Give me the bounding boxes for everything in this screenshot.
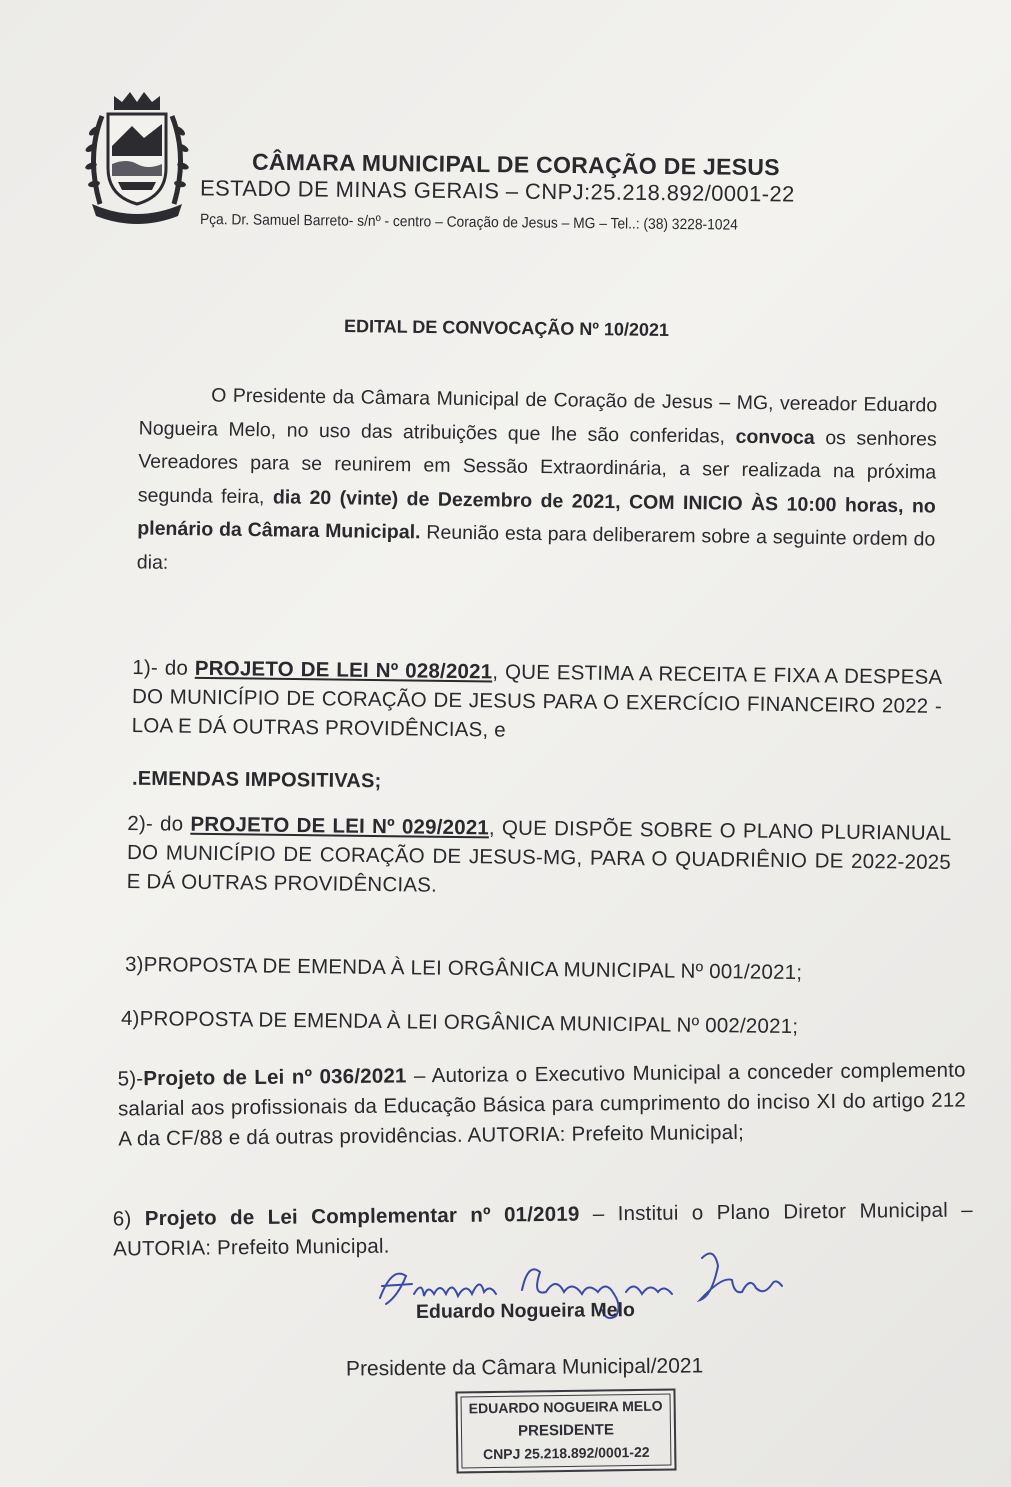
agenda-item-4: 4)PROPOSTA DE EMENDA À LEI ORGÂNICA MUNICIPAL Nº 002/2021; bbox=[120, 1006, 799, 1039]
stamp-role: PRESIDENTE bbox=[517, 1421, 615, 1440]
agenda-item-2 bbox=[126, 809, 951, 906]
item-2-text: , QUE DISPÕE SOBRE O PLANO PLURIANUAL DO MUNICÍPIO DE CORAÇÃO DE JESUS-MG, PARA O QUADRIÊNIO DE 2022-2025 E DÁ OUTRAS PROVIDÊNCIAS. bbox=[126, 816, 952, 897]
item-6-prefix: 6) bbox=[112, 1207, 145, 1231]
stamp-name: EDUARDO NOGUEIRA MELO bbox=[468, 1397, 663, 1417]
intro-text-2: os senhores Vereadores para se reunirem em Sessão Extraordinária, a ser realizada na próxima segunda feira, bbox=[137, 426, 937, 508]
official-stamp bbox=[455, 1388, 676, 1473]
intro-paragraph bbox=[137, 378, 938, 590]
item-1-bill: PROJETO DE LEI Nº 028/2021 bbox=[194, 656, 493, 684]
institution-title: CÂMARA MUNICIPAL DE CORAÇÃO DE JESUS bbox=[251, 148, 781, 181]
intro-bold-convoca: convoca bbox=[735, 425, 815, 449]
item-6-text: – Institui o Plano Diretor Municipal – AUTORIA: Prefeito Municipal. bbox=[113, 1198, 973, 1261]
item-5-text: – Autoriza o Executivo Municipal a conceder complemento salarial aos profissionais da Educação Básica para cumprimento do inciso XI do artigo 212 A da CF/88 e dá outras providências. AUTORIA: Prefeito Municipal; bbox=[117, 1058, 967, 1151]
agenda-emendas: .EMENDAS IMPOSITIVAS; bbox=[131, 767, 382, 793]
address-line: Pça. Dr. Samuel Barreto- s/nº - centro – Coração de Jesus – MG – Tel..: (38) 3228-1024 bbox=[199, 211, 738, 234]
edital-title: EDITAL DE CONVOCAÇÃO Nº 10/2021 bbox=[343, 316, 670, 340]
item-5-prefix: 5)- bbox=[117, 1067, 144, 1091]
signatory-name: Eduardo Nogueira Melo bbox=[415, 1299, 635, 1323]
stamp-cnpj: CNPJ 25.218.892/0001-22 bbox=[482, 1443, 650, 1463]
item-2-prefix: 2)- do bbox=[127, 811, 191, 836]
state-cnpj-line: ESTADO DE MINAS GERAIS – CNPJ:25.218.892/0001-22 bbox=[199, 175, 795, 207]
intro-text-1: O Presidente da Câmara Municipal de Coração de Jesus – MG, vereador Eduardo Nogueira Melo, no uso das atribuições que lhe são conferidas, bbox=[138, 384, 938, 448]
letterhead bbox=[199, 148, 900, 234]
municipal-crest-logo bbox=[82, 86, 192, 224]
item-6-bill: Projeto de Lei Complementar nº 01/2019 bbox=[144, 1202, 580, 1231]
item-2-bill: PROJETO DE LEI Nº 029/2021 bbox=[190, 812, 490, 840]
agenda-item-5 bbox=[118, 1056, 967, 1155]
agenda-item-3: 3)PROPOSTA DE EMENDA À LEI ORGÂNICA MUNICIPAL Nº 001/2021; bbox=[124, 952, 803, 985]
signatory-role: Presidente da Câmara Municipal/2021 bbox=[345, 1354, 704, 1381]
item-1-text: , QUE ESTIMA A RECEITA E FIXA A DESPESA DO MUNICÍPIO DE CORAÇÃO DE JESUS PARA O EXERCÍCIO FINANCEIRO 2022 - LOA E DÁ OUTRAS PROVIDÊNCIAS, e bbox=[131, 660, 943, 742]
item-5-bill: Projeto de Lei nº 036/2021 bbox=[143, 1064, 407, 1091]
intro-bold-date: dia 20 (vinte) de Dezembro de 2021, COM INICIO ÀS 10:00 horas, no plenário da Câmara Municipal. bbox=[137, 485, 936, 544]
intro-text-3: Reunião esta para deliberarem sobre a seguinte ordem do dia: bbox=[136, 521, 936, 574]
agenda-item-1 bbox=[131, 653, 942, 750]
item-1-prefix: 1)- do bbox=[132, 656, 196, 680]
